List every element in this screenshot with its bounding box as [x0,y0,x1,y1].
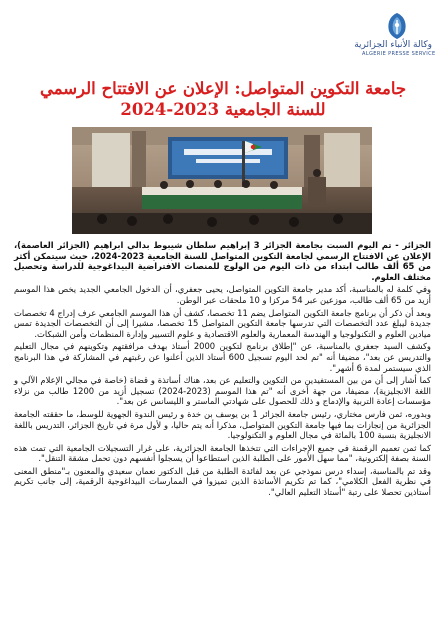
article-paragraph: وكشف السيد جعفري بالمناسبة، عن "إطلاق برنامج لتكوين 2000 أستاذ بهدف مرافقتهم وتكوينهم في مجال التعليم والتدريس عن بعد"، مضيفا أنه "تم لحد اليوم تسجيل 600 أستاذ الذين أعلنوا عن رغبتهم في المشاركة في هذا البرنامج الذي سيستمر لمدة 6 أشهر". [14,341,432,373]
article-title: جامعة التكوين المتواصل: الإعلان عن الافتتاح الرسمي للسنة الجامعية 2023-2024 [39,79,407,119]
logo-english-text: ALGERIE PRESSE SERVICE [362,51,436,57]
aps-logo [354,12,436,64]
article-body [14,240,431,500]
logo-arabic-text: وكالة الأنباء الجزائرية [354,40,432,50]
article-paragraph: وقد تم بالمناسبة، إسداء درس نموذجي عن بعد لفائدة الطلبة من قبل الدكتور نعمان سعيدي والمعنون بـ"منطق المعنى في نظرية الفعل الكلامي"، كما تم تكريم الأساتذة الذين تميزوا في الممارسات البيداغوجية الرقمية، إلى جانب تكريم أستاذين تحصلا على رتبة "أستاذ التعليم العالي". [14,465,431,498]
article-lead-paragraph: الجزائر - تم اليوم السبت بجامعة الجزائر 3 إبراهيم سلطان شيبوط بدالي ابراهيم (الجزائر العاصمة)، الإعلان عن الافتتاح الرسمي لجامعة التكوين المتواصل للسنة الجامعية 2023-2024، حيث سيتمكن أكثر من 65 ألف طالب ابتداء من ذات اليوم من الولوج للمنصات الافتراضية البيداغوجية للدراسة وتحصيل مختلف العلوم. [14,240,431,282]
article-paragraph: كما أشار إلى أن من بين المستفيدين من التكوين والتعليم عن بعد، هناك أساتذة و قضاة (خاصة في مجالي الإعلام الآلي و اللغة الانجليزية)، مضيفا، من جهة أخرى أنه "تم هذا الموسم (2023-2024) تسجيل أزيد من 1200 طالب من نزلاء مؤسسات إعادة التربية والإدماج و ذلك للحصول على شهادتي الماستر و الليسانس عن بعد". [14,375,431,407]
article-photo [72,127,372,234]
article-paragraph: وبدوره، ثمن فارس مختاري، رئيس جامعة الجزائر 1 بن يوسف بن خدة و رئيس الندوة الجهوية للوسط، ما حققته الجامعة الجزائرية من إنجازات بما فيها جامعة التكوين المتواصل، مذكرا أنه يتم حاليا، و لأول مرة في تاريخ الجزائر، التدريس باللغة الانجليزية بنسبة 100 بالمائة في مجال العلوم و التكنولوجيا. [14,408,431,441]
aps-emblem-icon [384,12,410,40]
article-paragraph: وفي كلمة له بالمناسبة، أكد مدير جامعة التكوين المتواصل، يحيى جعفري، أن الدخول الجامعي الجديد يخص هذا الموسم أزيد من 65 ألف طالب، موزعين عبر 54 مركزا و 10 ملحقات عبر الوطن. [14,284,431,305]
article-paragraph: وبعد أن ذكر أن برنامج جامعة التكوين المتواصل يضم 11 تخصصا، كشف أن هذا الموسم الجامعي عرف إدراج 4 تخصصات جديدة ليبلغ عدد التخصصات التي تدرسها جامعة التكوين المتواصل 15 تخصصا، مشيرا إلى أن التخصصات الجديدة تمس ميادين العلوم و التكنولوجيا و الهندسة المعمارية والعلوم الاقتصادية و علوم التسيير وإدارة المنظمات وأمن الشبكات. [14,307,431,339]
article-paragraph: كما ثمن تعميم الرقمنة في جميع الإجراءات التي تتخذها الجامعة الجزائرية، على غرار التسجيلات الجامعية التي تمت هذه السنة بصفة إلكترونية، "مما سهل الأمور على الطلبة الذين استطاعوا أن يسجلوا أنفسهم دون تحمل مشقة التنقل". [14,442,431,464]
